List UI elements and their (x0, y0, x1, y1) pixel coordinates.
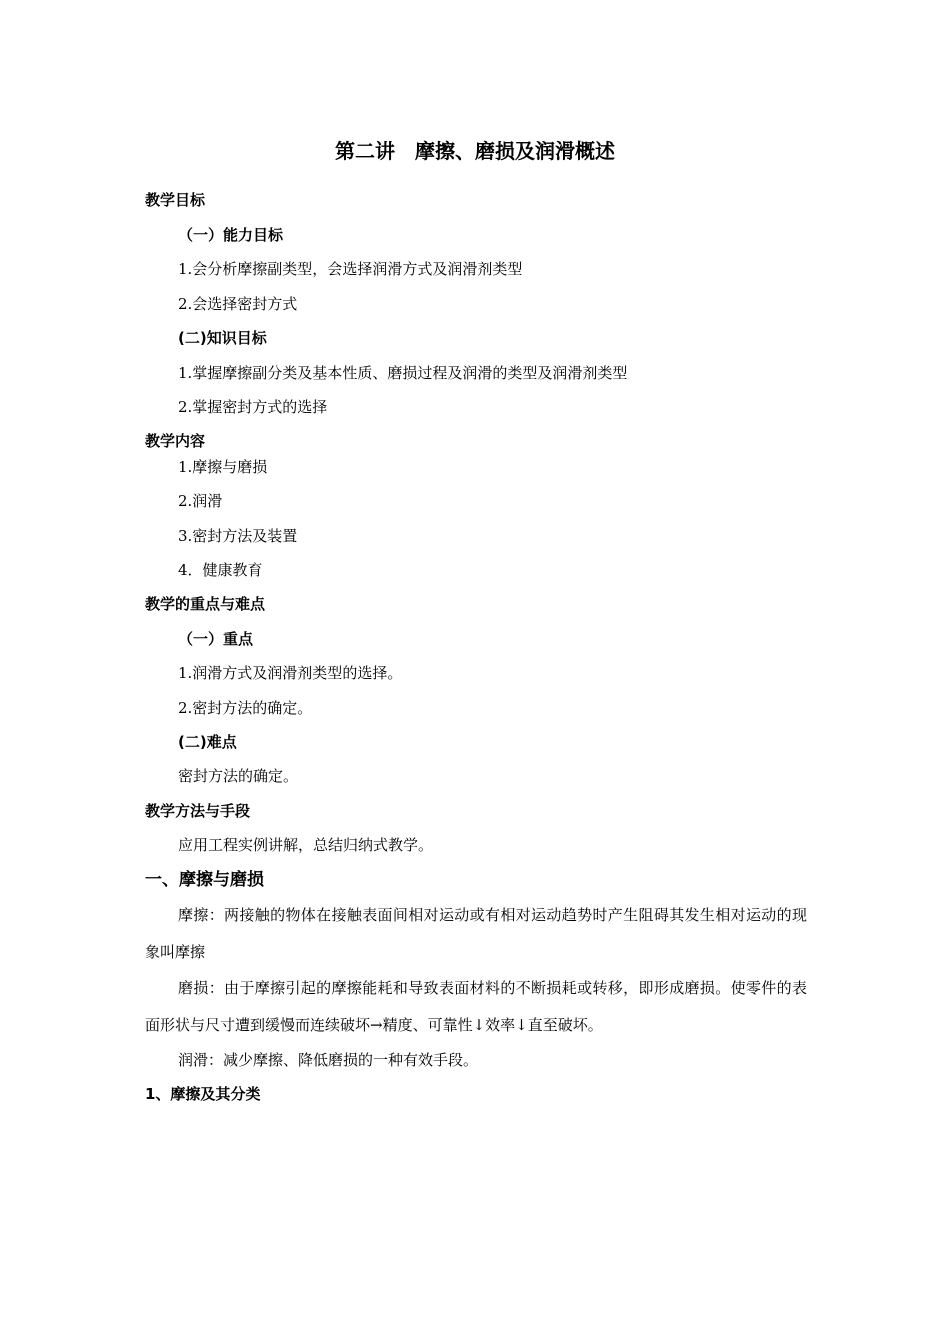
friction-paragraph: 摩擦：两接触的物体在接触表面间相对运动或有相对运动趋势时产生阻碍其发生相对运动的现象叫摩擦 (145, 906, 807, 961)
section-heading: 一、摩擦与磨损 (145, 870, 264, 890)
key-item: 2.密封方法的确定。 (178, 699, 313, 717)
ability-heading: （一）能力目标 (178, 226, 284, 244)
page-title: 第二讲 摩擦、磨损及润滑概述 (335, 139, 615, 163)
content-heading: 教学内容 (145, 432, 206, 450)
key-item: 1.润滑方式及润滑剂类型的选择。 (178, 664, 403, 682)
objectives-heading: 教学目标 (145, 191, 206, 209)
methods-heading: 教学方法与手段 (145, 802, 251, 820)
key-heading: （一）重点 (178, 630, 254, 648)
content-item: 3.密封方法及装置 (178, 527, 298, 545)
content-item: 1.摩擦与磨损 (178, 458, 268, 476)
ability-item: 1.会分析摩擦副类型，会选择润滑方式及润滑剂类型 (178, 260, 523, 278)
knowledge-heading: (二)知识目标 (178, 329, 267, 347)
content-item: 4．健康教育 (178, 561, 263, 579)
difficulty-heading: (二)难点 (178, 733, 237, 751)
ability-item: 2.会选择密封方式 (178, 295, 298, 313)
subsection-heading: 1、摩擦及其分类 (145, 1085, 261, 1103)
difficulty-text: 密封方法的确定。 (178, 767, 299, 785)
knowledge-item: 1.掌握摩擦副分类及基本性质、磨损过程及润滑的类型及润滑剂类型 (178, 364, 628, 382)
methods-text: 应用工程实例讲解，总结归纳式教学。 (178, 836, 434, 854)
knowledge-item: 2.掌握密封方式的选择 (178, 398, 328, 416)
content-item: 2.润滑 (178, 492, 223, 510)
key-points-heading: 教学的重点与难点 (145, 595, 266, 613)
lubrication-paragraph: 润滑：减少摩擦、降低磨损的一种有效手段。 (178, 1051, 479, 1069)
wear-paragraph: 磨损：由于摩擦引起的摩擦能耗和导致表面材料的不断损耗或转移，即形成磨损。使零件的表面形状与尺寸遭到缓慢而连续破坏→精度、可靠性↓效率↓直至破坏。 (145, 979, 807, 1034)
